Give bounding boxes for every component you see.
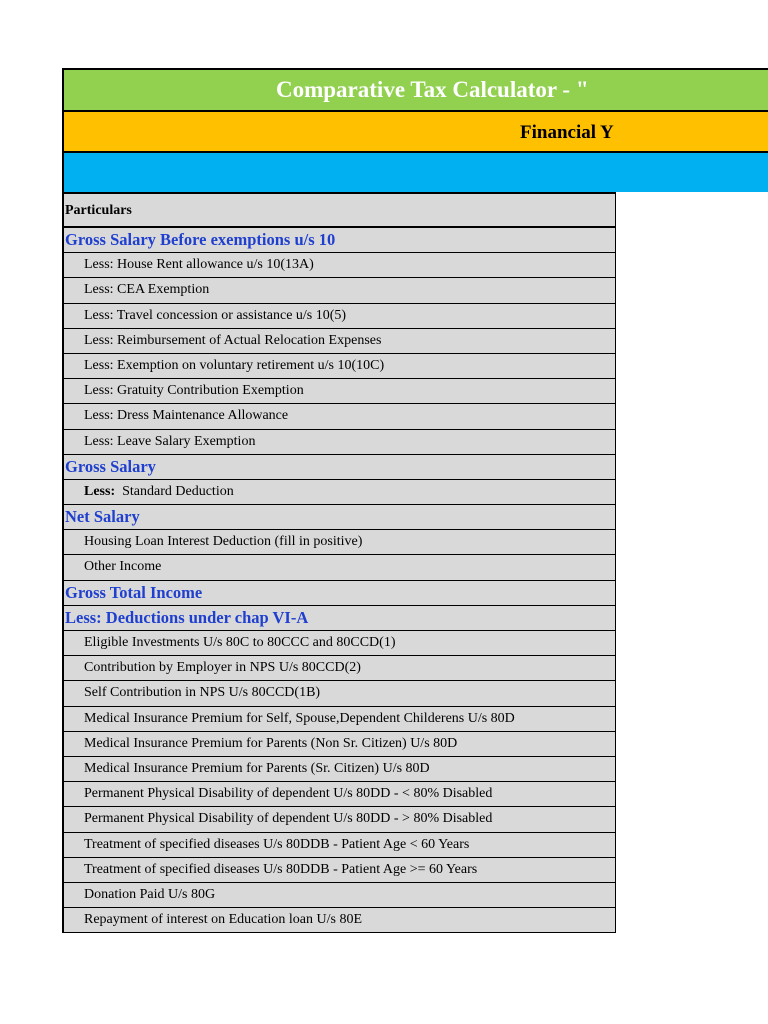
row-label: Permanent Physical Disability of dependent U/s 80DD - < 80% Disabled <box>84 786 493 802</box>
row-label: Less: Exemption on voluntary retirement u/s 10(10C) <box>84 357 385 373</box>
table-row[interactable] <box>64 707 615 732</box>
row-label: Medical Insurance Premium for Parents (Sr. Citizen) U/s 80D <box>84 760 430 776</box>
row-label: Housing Loan Interest Deduction (fill in positive) <box>84 534 363 550</box>
section-row[interactable] <box>64 606 615 631</box>
table-row[interactable] <box>64 908 615 933</box>
table-row[interactable] <box>64 530 615 555</box>
table-row[interactable] <box>64 354 615 379</box>
page-title: Comparative Tax Calculator - " <box>276 77 589 102</box>
blank-blue-band <box>62 151 768 192</box>
row-label: Contribution by Employer in NPS U/s 80CCD(2) <box>84 660 361 676</box>
section-label: Less: Deductions under chap VI-A <box>65 607 309 627</box>
table-row[interactable] <box>64 883 615 908</box>
section-row[interactable] <box>64 455 615 480</box>
row-label: Treatment of specified diseases U/s 80DDB - Patient Age < 60 Years <box>84 836 470 852</box>
row-label: Permanent Physical Disability of dependent U/s 80DD - > 80% Disabled <box>84 811 493 827</box>
table-row[interactable] <box>64 732 615 757</box>
table-row[interactable] <box>64 858 615 883</box>
financial-year-band <box>62 110 768 151</box>
table-row[interactable] <box>64 253 615 278</box>
title-band <box>62 68 768 110</box>
row-label-text: Standard Deduction <box>115 483 234 499</box>
spreadsheet <box>62 68 768 933</box>
table-row[interactable] <box>64 304 615 329</box>
row-label-prefix: Less: <box>84 483 116 499</box>
row-label: Medical Insurance Premium for Parents (Non Sr. Citizen) U/s 80D <box>84 735 458 751</box>
section-label: Gross Salary <box>65 456 156 476</box>
row-label: Repayment of interest on Education loan U/s 80E <box>84 912 362 928</box>
table-row[interactable] <box>64 782 615 807</box>
financial-year-label: Financial Y <box>520 122 614 143</box>
row-label: Medical Insurance Premium for Self, Spouse,Dependent Childerens U/s 80D <box>84 710 515 726</box>
particulars-table <box>62 192 616 933</box>
table-row[interactable] <box>64 757 615 782</box>
row-label: Self Contribution in NPS U/s 80CCD(1B) <box>84 685 321 701</box>
table-header-particulars[interactable] <box>64 194 615 228</box>
section-row[interactable] <box>64 505 615 530</box>
row-label: Less: Leave Salary Exemption <box>84 433 256 449</box>
table-row[interactable] <box>64 555 615 580</box>
row-label: Less: Gratuity Contribution Exemption <box>84 383 304 399</box>
table-row[interactable] <box>64 807 615 832</box>
table-row[interactable] <box>64 480 615 505</box>
section-label: Gross Total Income <box>65 582 203 602</box>
table-row[interactable] <box>64 278 615 303</box>
header-label: Particulars <box>65 203 132 218</box>
table-row[interactable] <box>64 681 615 706</box>
section-label: Net Salary <box>65 507 140 527</box>
section-row[interactable] <box>64 228 615 253</box>
row-label: Less: Dress Maintenance Allowance <box>84 408 289 424</box>
row-label: Other Income <box>84 559 162 575</box>
table-row[interactable] <box>64 404 615 429</box>
table-row[interactable] <box>64 379 615 404</box>
table-row[interactable] <box>64 656 615 681</box>
table-row[interactable] <box>64 631 615 656</box>
row-label: Less: Reimbursement of Actual Relocation Expenses <box>84 332 382 348</box>
section-label: Gross Salary Before exemptions u/s 10 <box>65 230 336 249</box>
table-row[interactable] <box>64 329 615 354</box>
section-row[interactable] <box>64 581 615 606</box>
row-label: Eligible Investments U/s 80C to 80CCC and 80CCD(1) <box>84 635 396 650</box>
row-label: Less: Travel concession or assistance u/s 10(5) <box>84 307 347 323</box>
table-row[interactable] <box>64 833 615 858</box>
row-label: Donation Paid U/s 80G <box>84 886 216 902</box>
table-row[interactable] <box>64 430 615 455</box>
row-label: Treatment of specified diseases U/s 80DDB - Patient Age >= 60 Years <box>84 861 478 877</box>
row-label: Less: CEA Exemption <box>84 282 210 298</box>
row-label: Less: House Rent allowance u/s 10(13A) <box>84 257 314 273</box>
row-label <box>84 484 234 500</box>
